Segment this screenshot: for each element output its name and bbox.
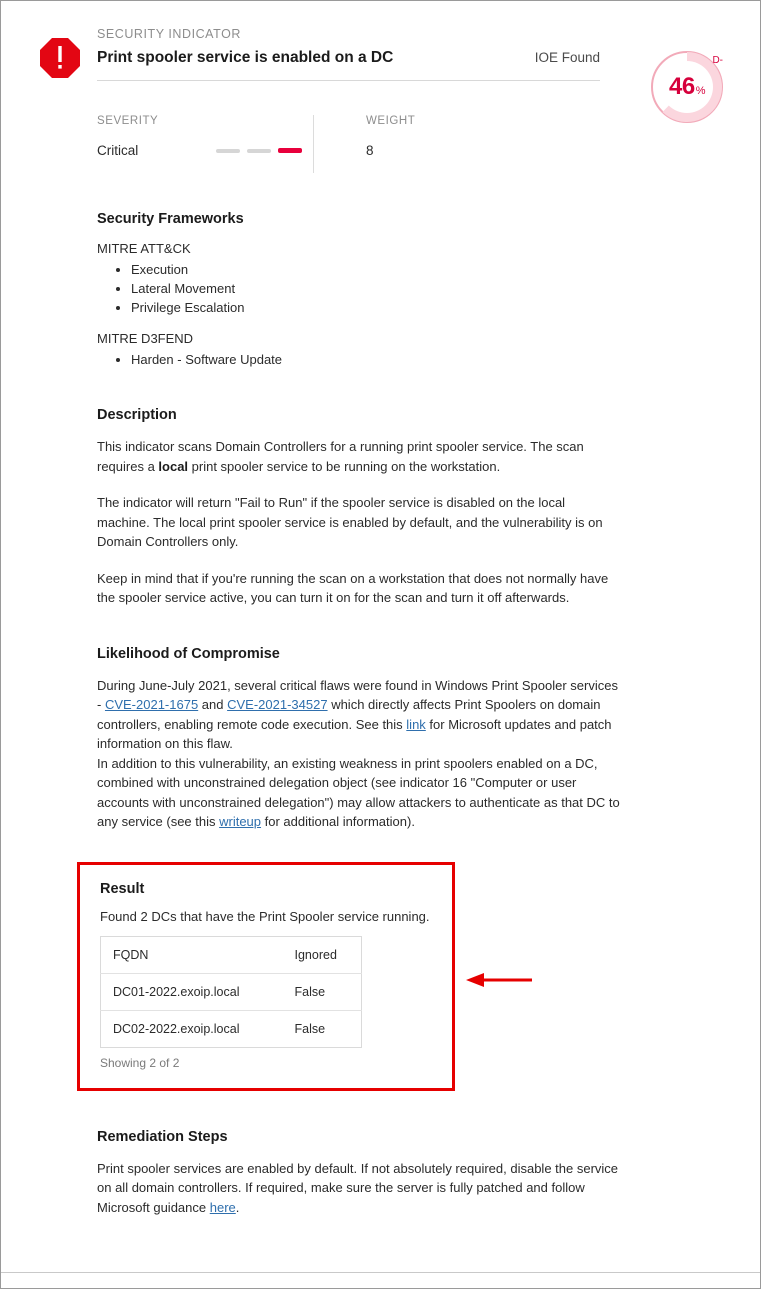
- weight-block: [313, 115, 529, 173]
- likelihood-title: Likelihood of Compromise: [97, 645, 280, 662]
- rem-t2: .: [235, 1199, 240, 1215]
- desc-p1-bold: local: [158, 458, 189, 474]
- severity-value-row: [97, 143, 313, 158]
- likelihood-paragraph-2: [97, 754, 620, 832]
- score-unit: %: [695, 84, 705, 97]
- cve-2021-1675-link[interactable]: CVE-2021-1675: [104, 697, 199, 712]
- report-header: [1, 1, 760, 100]
- list-item: • Privilege Escalation: [131, 298, 620, 317]
- description-paragraph-3: Keep in mind that if you're running the scan on a workstation that does not normally have the spooler service active, you can turn it on for the scan and turn it off afterwards.: [97, 570, 609, 605]
- severity-meter: [216, 148, 302, 153]
- cell-ignored: False: [294, 1021, 326, 1036]
- security-frameworks-title: Security Frameworks: [97, 211, 244, 227]
- result-description: Found 2 DCs that have the Print Spooler service running.: [100, 908, 430, 924]
- table-row: [101, 973, 362, 1010]
- table-header-row: [101, 936, 362, 973]
- severity-bar-2: [247, 149, 271, 153]
- writeup-link[interactable]: writeup: [219, 814, 262, 829]
- cell-fqdn: DC02-2022.exoip.local: [113, 1021, 240, 1036]
- score-grade: D-: [712, 55, 723, 66]
- lk-t4: for Microsoft updates and patch information on this flaw.: [97, 716, 612, 751]
- severity-bar-1: [216, 149, 240, 153]
- weight-value: 8: [366, 143, 374, 158]
- result-title: Result: [100, 880, 145, 897]
- critical-alert-icon: [39, 37, 81, 79]
- microsoft-updates-link[interactable]: link: [406, 716, 426, 732]
- framework-list-attack: [97, 260, 620, 317]
- lk-t1: During June-July 2021, several critical flaws were found in Windows Print Spooler services -: [97, 677, 618, 712]
- column-header-fqdn: FQDN: [101, 936, 277, 973]
- cell-fqdn: DC01-2022.exoip.local: [101, 973, 277, 1010]
- lk-t2: and: [198, 697, 228, 712]
- security-frameworks-section: [97, 211, 760, 369]
- framework-name-d3fend: MITRE D3FEND: [97, 331, 194, 346]
- page-title: Print spooler service is enabled on a DC: [97, 49, 394, 66]
- header-text-block: [97, 27, 720, 81]
- column-header-ignored: Ignored: [277, 936, 362, 973]
- description-title: Description: [97, 407, 177, 423]
- microsoft-guidance-link[interactable]: here: [209, 1199, 236, 1215]
- title-row: [97, 49, 600, 81]
- table-row: [101, 1010, 362, 1047]
- remediation-paragraph: [97, 1159, 620, 1218]
- lk-t3: which directly affects Print Spoolers on domain controllers, enabling remote code execution. See this: [97, 697, 601, 732]
- cve-2021-34527-link[interactable]: CVE-2021-34527: [227, 697, 328, 712]
- result-showing-count: Showing 2 of 2: [100, 1055, 180, 1070]
- remediation-section: [97, 1129, 760, 1218]
- cell-ignored: False: [277, 973, 362, 1010]
- framework-list-d3fend: [97, 350, 620, 369]
- likelihood-section: [97, 646, 760, 832]
- status-badge: IOE Found: [534, 50, 600, 65]
- remediation-title: Remediation Steps: [97, 1128, 228, 1145]
- desc-p1-b: print spooler service to be running on the workstation.: [188, 458, 501, 474]
- rem-t1: Print spooler services are enabled by default. If not absolutely required, disable the service on all domain controllers. If required, make sure the server is fully patched and follow Microsoft guidance: [97, 1160, 619, 1215]
- annotation-arrow-icon: [466, 973, 532, 987]
- likelihood-paragraph-1: [97, 676, 620, 754]
- severity-value: Critical: [97, 143, 139, 158]
- severity-label: SEVERITY: [97, 115, 159, 127]
- description-paragraph-2: The indicator will return "Fail to Run" if the spooler service is disabled on the local machine. The local print spooler service is enabled by default, and the vulnerability is on Domain Controllers only.: [97, 495, 603, 549]
- lk-t5: In addition to this vulnerability, an existing weakness in print spoolers enabled on a DC, combined with unconstrained delegation object (see indicator 16 "Computer or user accounts with unconstrained delegation") may allow attackers to authenticate as that DC to any service (see this: [97, 755, 620, 829]
- description-section: [97, 407, 760, 608]
- report-content: [1, 1, 760, 1273]
- weight-label: WEIGHT: [366, 115, 416, 127]
- list-item: • Execution: [131, 260, 620, 279]
- severity-block: [97, 115, 313, 173]
- lk-t6: for additional information).: [261, 814, 415, 829]
- score-donut: [649, 49, 725, 125]
- desc-p1-a: This indicator scans Domain Controllers for a running print spooler service. The scan requires a: [97, 439, 584, 474]
- result-section: [77, 862, 455, 1091]
- score-value: 46: [669, 73, 695, 100]
- severity-bar-3: [278, 148, 302, 153]
- description-paragraph-1: [97, 437, 620, 476]
- footer-divider: [1, 1272, 760, 1273]
- list-item: • Lateral Movement: [131, 279, 620, 298]
- framework-name-attack: MITRE ATT&CK: [97, 241, 191, 256]
- section-kicker: SECURITY INDICATOR: [97, 27, 241, 41]
- result-table: [100, 936, 362, 1048]
- list-item: • Harden - Software Update: [131, 350, 620, 369]
